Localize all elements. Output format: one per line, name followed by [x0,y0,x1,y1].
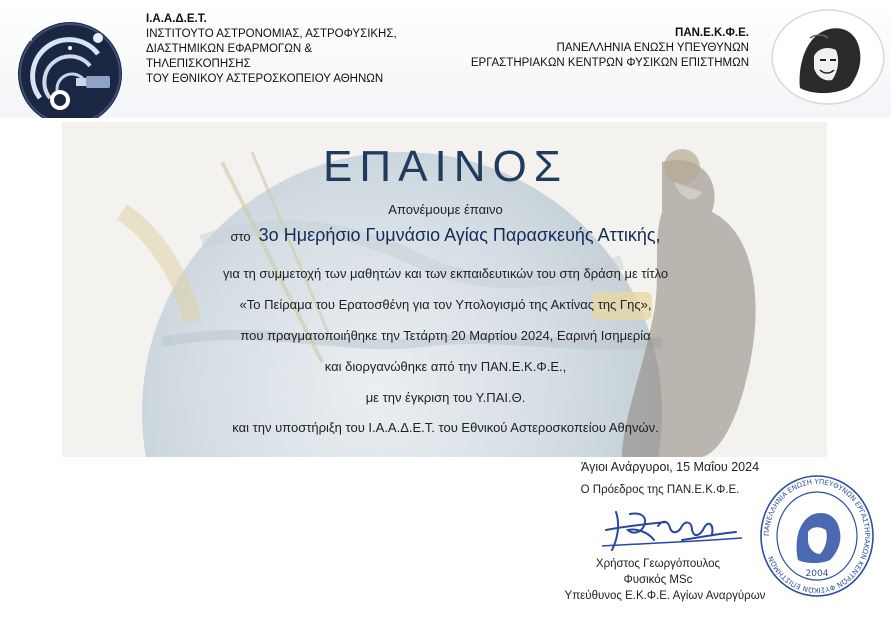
place-date: Άγιοι Ανάργυροι, 15 Μαΐου 2024 [580,460,760,474]
left-org-line: ΤΗΛΕΠΙΣΚΟΠΗΣΗΣ [146,58,251,70]
recipient-suffix: , [655,225,661,245]
stamp-ring-text: ΠΑΝΕΛΛΗΝΙΑ ΕΝΩΣΗ ΥΠΕΥΘΥΝΩΝ ΕΡΓΑΣΤΗΡΙΑΚΩΝ ΚΕΝΤΡΩΝ ΦΥΣΙΚΩΝ ΕΠΙΣΤΗΜΩΝ [762,477,872,595]
signatory-title: Φυσικός MSc [623,574,693,586]
signatory-office: Υπεύθυνος Ε.Κ.Φ.Ε. Αγίων Αναργύρων [564,590,766,602]
stamp-year: 2004 [805,569,829,579]
right-organization [429,26,749,71]
left-org-line: ΔΙΑΣΤΗΜΙΚΩΝ ΕΦΑΡΜΟΓΩΝ & [146,43,313,55]
body-line: που πραγματοποιήθηκε την Τετάρτη 20 Μαρτίου 2024, Εαρινή Ισημερία [240,328,651,343]
body-line: και διοργανώθηκε από την ΠΑΝ.Ε.Κ.Φ.Ε., [324,359,567,374]
right-org-abbreviation: ΠΑΝ.Ε.Κ.Φ.Ε. [675,27,749,39]
handwritten-signature [596,500,746,556]
recipient-name: 3ο Ημερήσιο Γυμνάσιο Αγίας Παρασκευής Αττικής [258,225,656,245]
award-line: Απονέμουμε έπαινο [388,202,503,217]
signatory-role: Ο Πρόεδρος της ΠΑΝ.Ε.Κ.Φ.Ε. [580,484,740,496]
body-line: «Το Πείραμα του Ερατοσθένη για τον Υπολογισμό της Ακτίνας της Γης», [239,297,652,312]
panekfe-logo [770,8,886,106]
left-org-abbreviation: Ι.Α.Α.Δ.Ε.Τ. [146,13,207,25]
certificate-title: ΕΠΑΙΝΟΣ [323,142,568,191]
left-organization [146,12,446,87]
right-org-line: ΕΡΓΑΣΤΗΡΙΑΚΩΝ ΚΕΝΤΡΩΝ ΦΥΣΙΚΩΝ ΕΠΙΣΤΗΜΩΝ [470,57,749,69]
left-org-line: ΤΟΥ ΕΘΝΙΚΟΥ ΑΣΤΕΡΟΣΚΟΠΕΙΟΥ ΑΘΗΝΩΝ [146,73,384,85]
body-line: με την έγκριση του Υ.ΠΑΙ.Θ. [365,390,526,405]
body-line: για τη συμμετοχή των μαθητών και των εκπαιδευτικών του στη δράση με τίτλο [222,266,669,281]
body-line: και την υποστήριξη του Ι.Α.Α.Δ.Ε.Τ. του Εθνικού Αστεροσκοπείου Αθηνών. [232,420,659,435]
recipient-line [0,225,891,246]
left-org-line: ΙΝΣΤΙΤΟΥΤΟ ΑΣΤΡΟΝΟΜΙΑΣ, ΑΣΤΡΟΦΥΣΙΚΗΣ, [146,28,397,40]
official-stamp [758,472,876,600]
signatory-name: Χρήστος Γεωργόπουλος [595,558,721,570]
recipient-prefix: στο [230,229,251,244]
institute-logo [6,14,134,118]
right-org-line: ΠΑΝΕΛΛΗΝΙΑ ΕΝΩΣΗ ΥΠΕΥΘΥΝΩΝ [556,42,749,54]
